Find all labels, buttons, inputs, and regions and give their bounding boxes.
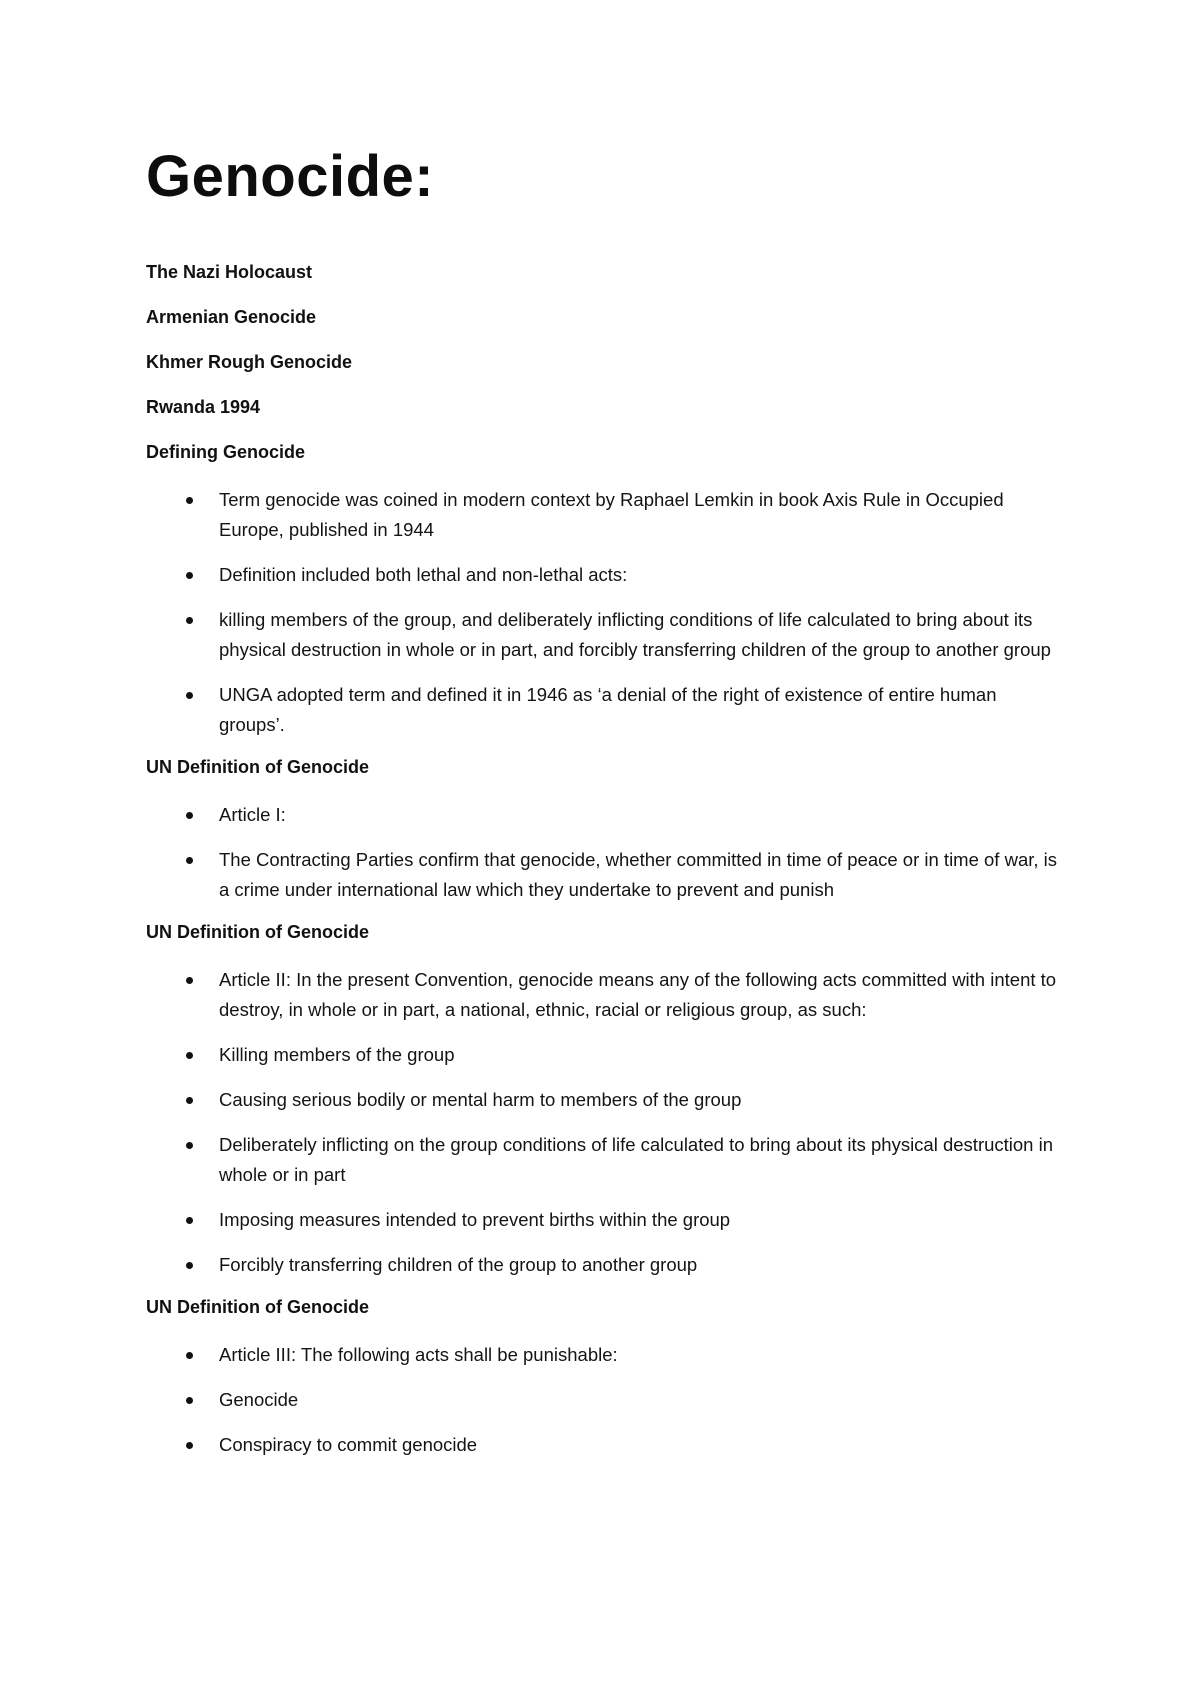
bullet-item bbox=[146, 965, 1066, 1025]
bullet-icon bbox=[186, 977, 193, 984]
document-body bbox=[146, 260, 1066, 1475]
bullet-text: killing members of the group, and deliberately inflicting conditions of life calculated to bring about its physical destruction in whole or in part, and forcibly transferring children of the group to another group bbox=[219, 609, 1051, 660]
bullet-text: Article I: bbox=[219, 804, 286, 825]
bullet-text: Forcibly transferring children of the group to another group bbox=[219, 1254, 698, 1275]
section-heading: UN Definition of Genocide bbox=[146, 757, 369, 777]
bullet-icon bbox=[186, 1442, 193, 1449]
document-title: Genocide: bbox=[146, 144, 435, 209]
bullet-text: UNGA adopted term and defined it in 1946 as ‘a denial of the right of existence of entire human groups’. bbox=[219, 684, 997, 735]
topic-nazi-holocaust: The Nazi Holocaust bbox=[146, 262, 313, 282]
bullet-text: Deliberately inflicting on the group conditions of life calculated to bring about its physical destruction in whole or in part bbox=[219, 1134, 1054, 1185]
bullet-item bbox=[146, 1130, 1066, 1190]
section-heading: Defining Genocide bbox=[146, 442, 306, 462]
bullet-item bbox=[146, 800, 1066, 830]
bullet-icon bbox=[186, 617, 193, 624]
bullet-item bbox=[146, 1085, 1066, 1115]
bullet-icon bbox=[186, 1217, 193, 1224]
bullet-text: Genocide bbox=[219, 1389, 299, 1410]
section-un-definition-article-1 bbox=[146, 755, 1066, 905]
section-heading: UN Definition of Genocide bbox=[146, 922, 369, 942]
bullet-icon bbox=[186, 812, 193, 819]
bullet-icon bbox=[186, 572, 193, 579]
topic-khmer-rough-genocide: Khmer Rough Genocide bbox=[146, 352, 353, 372]
bullet-item bbox=[146, 1205, 1066, 1235]
bullet-list bbox=[146, 485, 1066, 740]
bullet-text: Imposing measures intended to prevent births within the group bbox=[219, 1209, 731, 1230]
section-un-definition-article-2 bbox=[146, 920, 1066, 1280]
bullet-item bbox=[146, 1385, 1066, 1415]
bullet-icon bbox=[186, 857, 193, 864]
bullet-item bbox=[146, 1430, 1066, 1460]
bullet-icon bbox=[186, 692, 193, 699]
bullet-icon bbox=[186, 1352, 193, 1359]
section-un-definition-article-3 bbox=[146, 1295, 1066, 1460]
bullet-item bbox=[146, 605, 1066, 665]
bullet-text: Causing serious bodily or mental harm to members of the group bbox=[219, 1089, 742, 1110]
bullet-list bbox=[146, 965, 1066, 1280]
bullet-icon bbox=[186, 1097, 193, 1104]
bullet-text: Article III: The following acts shall be punishable: bbox=[219, 1344, 618, 1365]
bullet-text: Term genocide was coined in modern context by Raphael Lemkin in book Axis Rule in Occupied Europe, published in 1944 bbox=[219, 489, 1004, 540]
bullet-icon bbox=[186, 1142, 193, 1149]
section-heading: UN Definition of Genocide bbox=[146, 1297, 369, 1317]
bullet-item bbox=[146, 560, 1066, 590]
bullet-icon bbox=[186, 497, 193, 504]
bullet-text: Killing members of the group bbox=[219, 1044, 455, 1065]
bullet-icon bbox=[186, 1052, 193, 1059]
bullet-item bbox=[146, 485, 1066, 545]
bullet-icon bbox=[186, 1397, 193, 1404]
bullet-list bbox=[146, 1340, 1066, 1460]
bullet-item bbox=[146, 1250, 1066, 1280]
section-defining-genocide bbox=[146, 440, 1066, 740]
bullet-text: Conspiracy to commit genocide bbox=[219, 1434, 478, 1455]
topic-rwanda-1994: Rwanda 1994 bbox=[146, 397, 261, 417]
bullet-item bbox=[146, 1040, 1066, 1070]
bullet-icon bbox=[186, 1262, 193, 1269]
topic-armenian-genocide: Armenian Genocide bbox=[146, 307, 317, 327]
bullet-item bbox=[146, 680, 1066, 740]
bullet-text: The Contracting Parties confirm that genocide, whether committed in time of peace or in time of war, is a crime under international law which they undertake to prevent and punish bbox=[219, 849, 1058, 900]
bullet-item bbox=[146, 1340, 1066, 1370]
bullet-text: Definition included both lethal and non-lethal acts: bbox=[219, 564, 628, 585]
bullet-item bbox=[146, 845, 1066, 905]
bullet-text: Article II: In the present Convention, genocide means any of the following acts committed with intent to destroy, in whole or in part, a national, ethnic, racial or religious group, as such: bbox=[219, 969, 1057, 1020]
bullet-list bbox=[146, 800, 1066, 905]
